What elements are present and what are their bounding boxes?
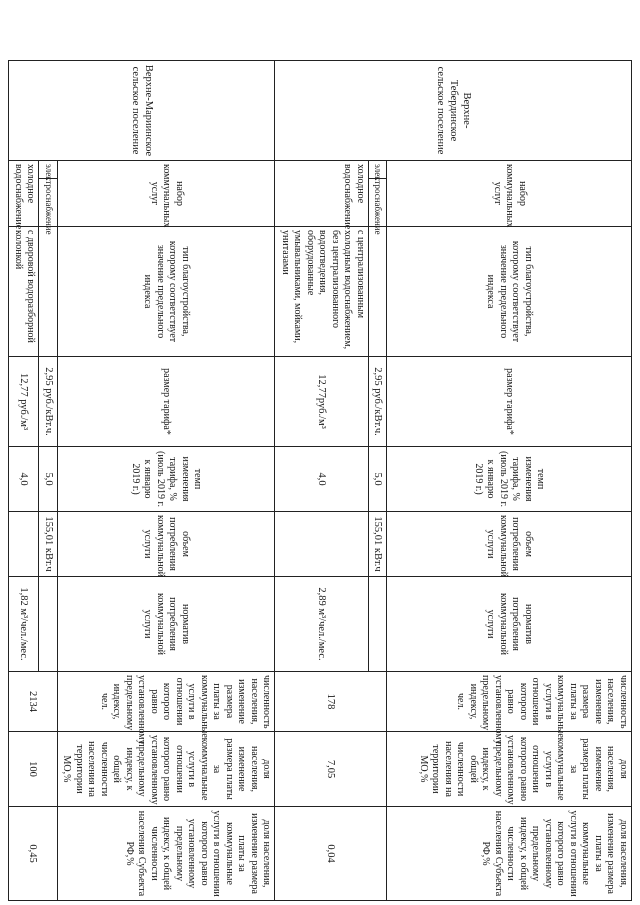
improvement-value: с дворовой водоразборной колонкой [9,227,39,357]
share-rf-value: 0,45 [9,807,58,901]
header-improvement: тип благоустройства, которому соответствует значение предельного индекса [387,227,632,357]
header-share-rf: доля населения, изменение размера платы за коммунальные услуги в отношении которого равно установленному предельному индексу, к общей численности населения Субъекта РФ,% [387,807,632,901]
header-services: набор коммунальных услуг [57,161,275,227]
header-rate-change: темп изменения тарифа, % (июль 2019 г. к январю 2019 г.) [57,447,275,512]
rate-value: 5,0 [39,447,57,512]
service-name: электроснабжение [368,161,386,179]
header-population-count: численность населения, изменение размера платы за коммунальные услуги в отношении которого равно установленному предельному индексу, чел. [387,672,632,732]
header-share-mo: доля населения, изменение размера платы за коммунальные услуги в отношении которого равно установленному предельному индексу, к общей численности населения на территории МО,% [387,732,632,807]
header-norm: норматив потребления коммунальной услуги [57,577,275,672]
rate-value: 4,0 [275,447,369,512]
population-value: 178 [275,672,387,732]
consumption-value [9,512,39,577]
header-tariff: размер тарифа* [57,357,275,447]
norm-value: 2,89 м³/чел./мес. [275,577,369,672]
consumption-value [275,512,369,577]
settlement-name: Верхне-Мариинское сельское поселение [9,61,275,161]
header-consumption: объем потребления коммунальной услуги [387,512,632,577]
service-name: холодное водоснабжение [9,161,39,227]
share-mo-value: 100 [9,732,58,807]
header-services: набор коммунальных услуг [387,161,632,227]
tariff-value: 2,95 руб./кВт.ч. [39,357,57,447]
header-consumption: объем потребления коммунальной услуги [57,512,275,577]
tariff-value: 12,77руб./м³ [275,357,369,447]
share-mo-value: 7,05 [275,732,387,807]
header-improvement: тип благоустройства, которому соответствует значение предельного индекса [57,227,275,357]
header-population-count: численность населения, изменение размера платы за коммунальные услуги в отношении которого равно установленному предельному индексу, чел. [57,672,275,732]
rate-value: 4,0 [9,447,39,512]
rate-value: 5,0 [368,447,386,512]
norm-value: 1,82 м³/чел./мес. [9,577,39,672]
header-rate-change: темп изменения тарифа, % (июль 2019 г. к январю 2019 г.) [387,447,632,512]
header-share-rf: доля населения, изменение размера платы за коммунальные услуги в отношении которого равно установленному предельному индексу, к общей численности населения Субъекта РФ,% [57,807,275,901]
header-share-mo: доля населения, изменение размера платы за коммунальные услуги в отношении которого равно установленному предельному индексу, к общей численности населения на территории МО,% [57,732,275,807]
tariff-value: 2,95 руб./кВт.ч. [368,357,386,447]
improvement-value: с централизованным холодным водоснабжением, без централизованного водоотведения, оборудованные умывальниками, мойками, унитазами [275,227,369,357]
service-name: электроснабжение [39,161,57,179]
share-rf-value: 0,04 [275,807,387,901]
population-value: 2134 [9,672,58,732]
header-tariff: размер тарифа* [387,357,632,447]
consumption-value: 155,01 кВт.ч [368,512,386,577]
header-norm: норматив потребления коммунальной услуги [387,577,632,672]
tariff-value: 12,77 руб./м³ [9,357,39,447]
tariff-table [8,60,632,901]
settlement-name: Верхне-Тебердинское сельское поселение [275,61,632,161]
service-name: холодное водоснабжение [275,161,369,227]
consumption-value: 155,01 кВт.ч [39,512,57,577]
